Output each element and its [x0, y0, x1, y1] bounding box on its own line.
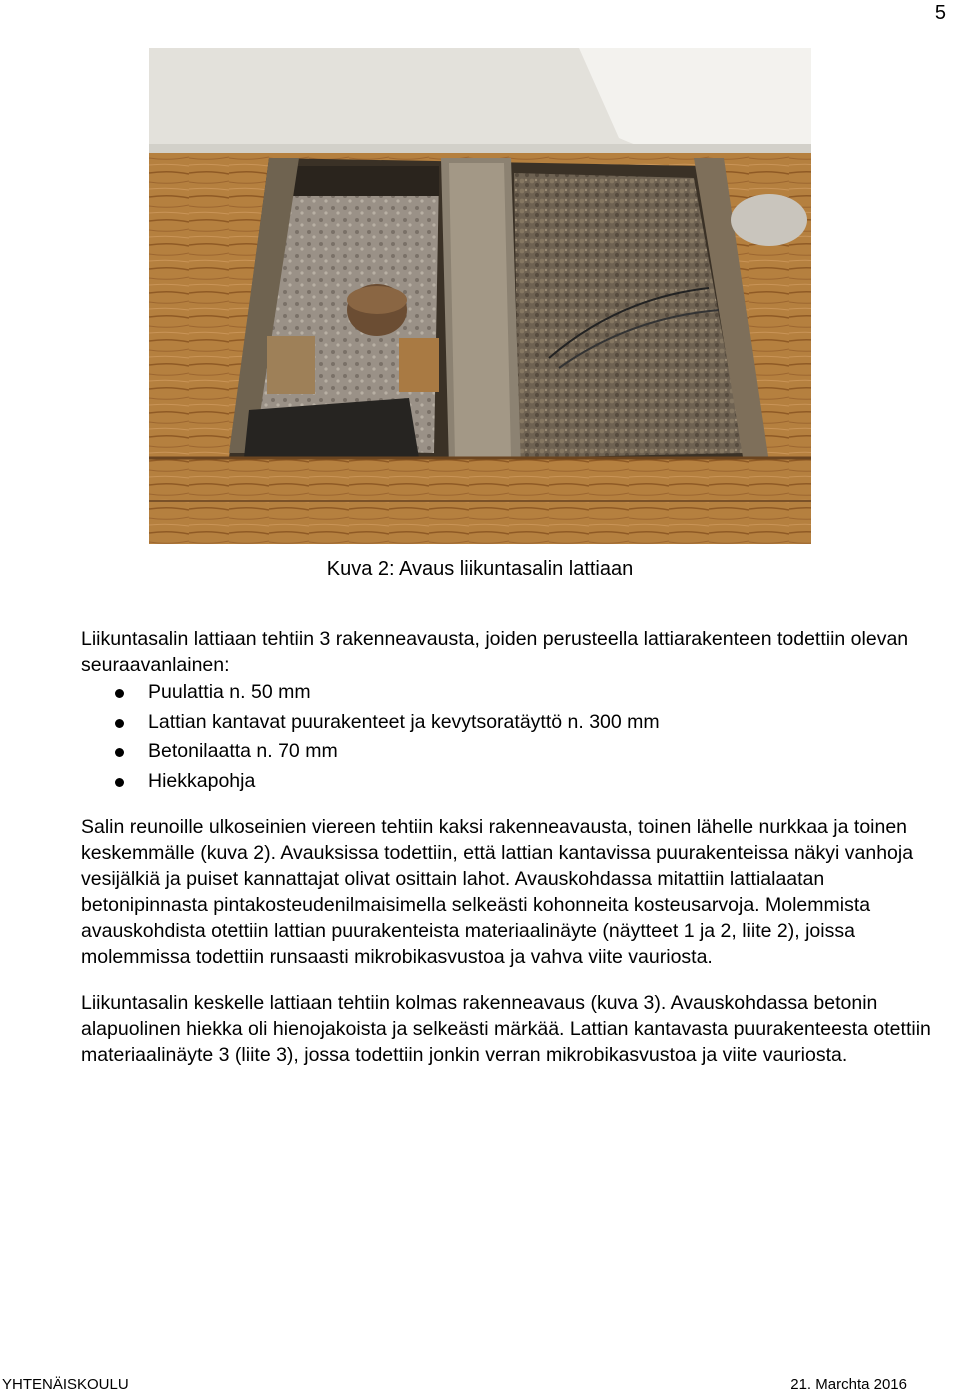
list-item: Betonilaatta n. 70 mm [81, 737, 941, 767]
list-item: Hiekkapohja [81, 767, 941, 797]
footer-school-name: YHTENÄISKOULU [2, 1376, 129, 1393]
figure-caption: Kuva 2: Avaus liikuntasalin lattiaan [326, 558, 634, 580]
structure-list [81, 678, 941, 796]
page-number: 5 [934, 2, 946, 24]
third-opening-paragraph: Liikuntasalin keskelle lattiaan tehtiin kolmas rakenneavaus (kuva 3). Avauskohdassa betonin alapuolinen hiekka oli hienojakoista ja selkeästi märkää. Lattian kantavasta puurakenteesta otettiin materiaalinäyte 3 (liite 3), jossa todettiin jonkin verran mikrobikasvustoa ja viite vauriosta. [81, 992, 931, 1066]
body-text [81, 626, 941, 1068]
bullet-icon [115, 719, 124, 728]
intro-paragraph: Liikuntasalin lattiaan tehtiin 3 rakenneavausta, joiden perusteella lattiarakenteen todettiin olevan seuraavanlainen: [81, 628, 909, 676]
footer-date: 21. Marchta 2016 [790, 1376, 907, 1393]
bullet-icon [115, 778, 124, 787]
floor-opening-photo [149, 48, 811, 544]
findings-paragraph: Salin reunoille ulkoseinien viereen tehtiin kaksi rakenneavausta, toinen lähelle nurkkaa ja toinen keskemmälle (kuva 2). Avauksissa todettiin, että lattian kantavissa puurakenteissa näkyi vanhoja vesijälkiä ja puiset kannattajat olivat osittain lahot. Avauskohdassa mitattiin lattialaatan betonipinnasta pintakosteudenilmaisimella selkeästi kohonneita kosteusarvoja. Molemmista avauskohdista otettiin lattian puurakenteista materiaalinäyte (näytteet 1 ja 2, liite 2), joissa molemmissa todettiin runsaasti mikrobikasvustoa ja vahva viite vauriosta. [81, 816, 914, 968]
bullet-icon [115, 689, 124, 698]
list-item: Lattian kantavat puurakenteet ja kevytsoratäyttö n. 300 mm [81, 708, 941, 738]
bullet-icon [115, 748, 124, 757]
list-item: Puulattia n. 50 mm [81, 678, 941, 708]
